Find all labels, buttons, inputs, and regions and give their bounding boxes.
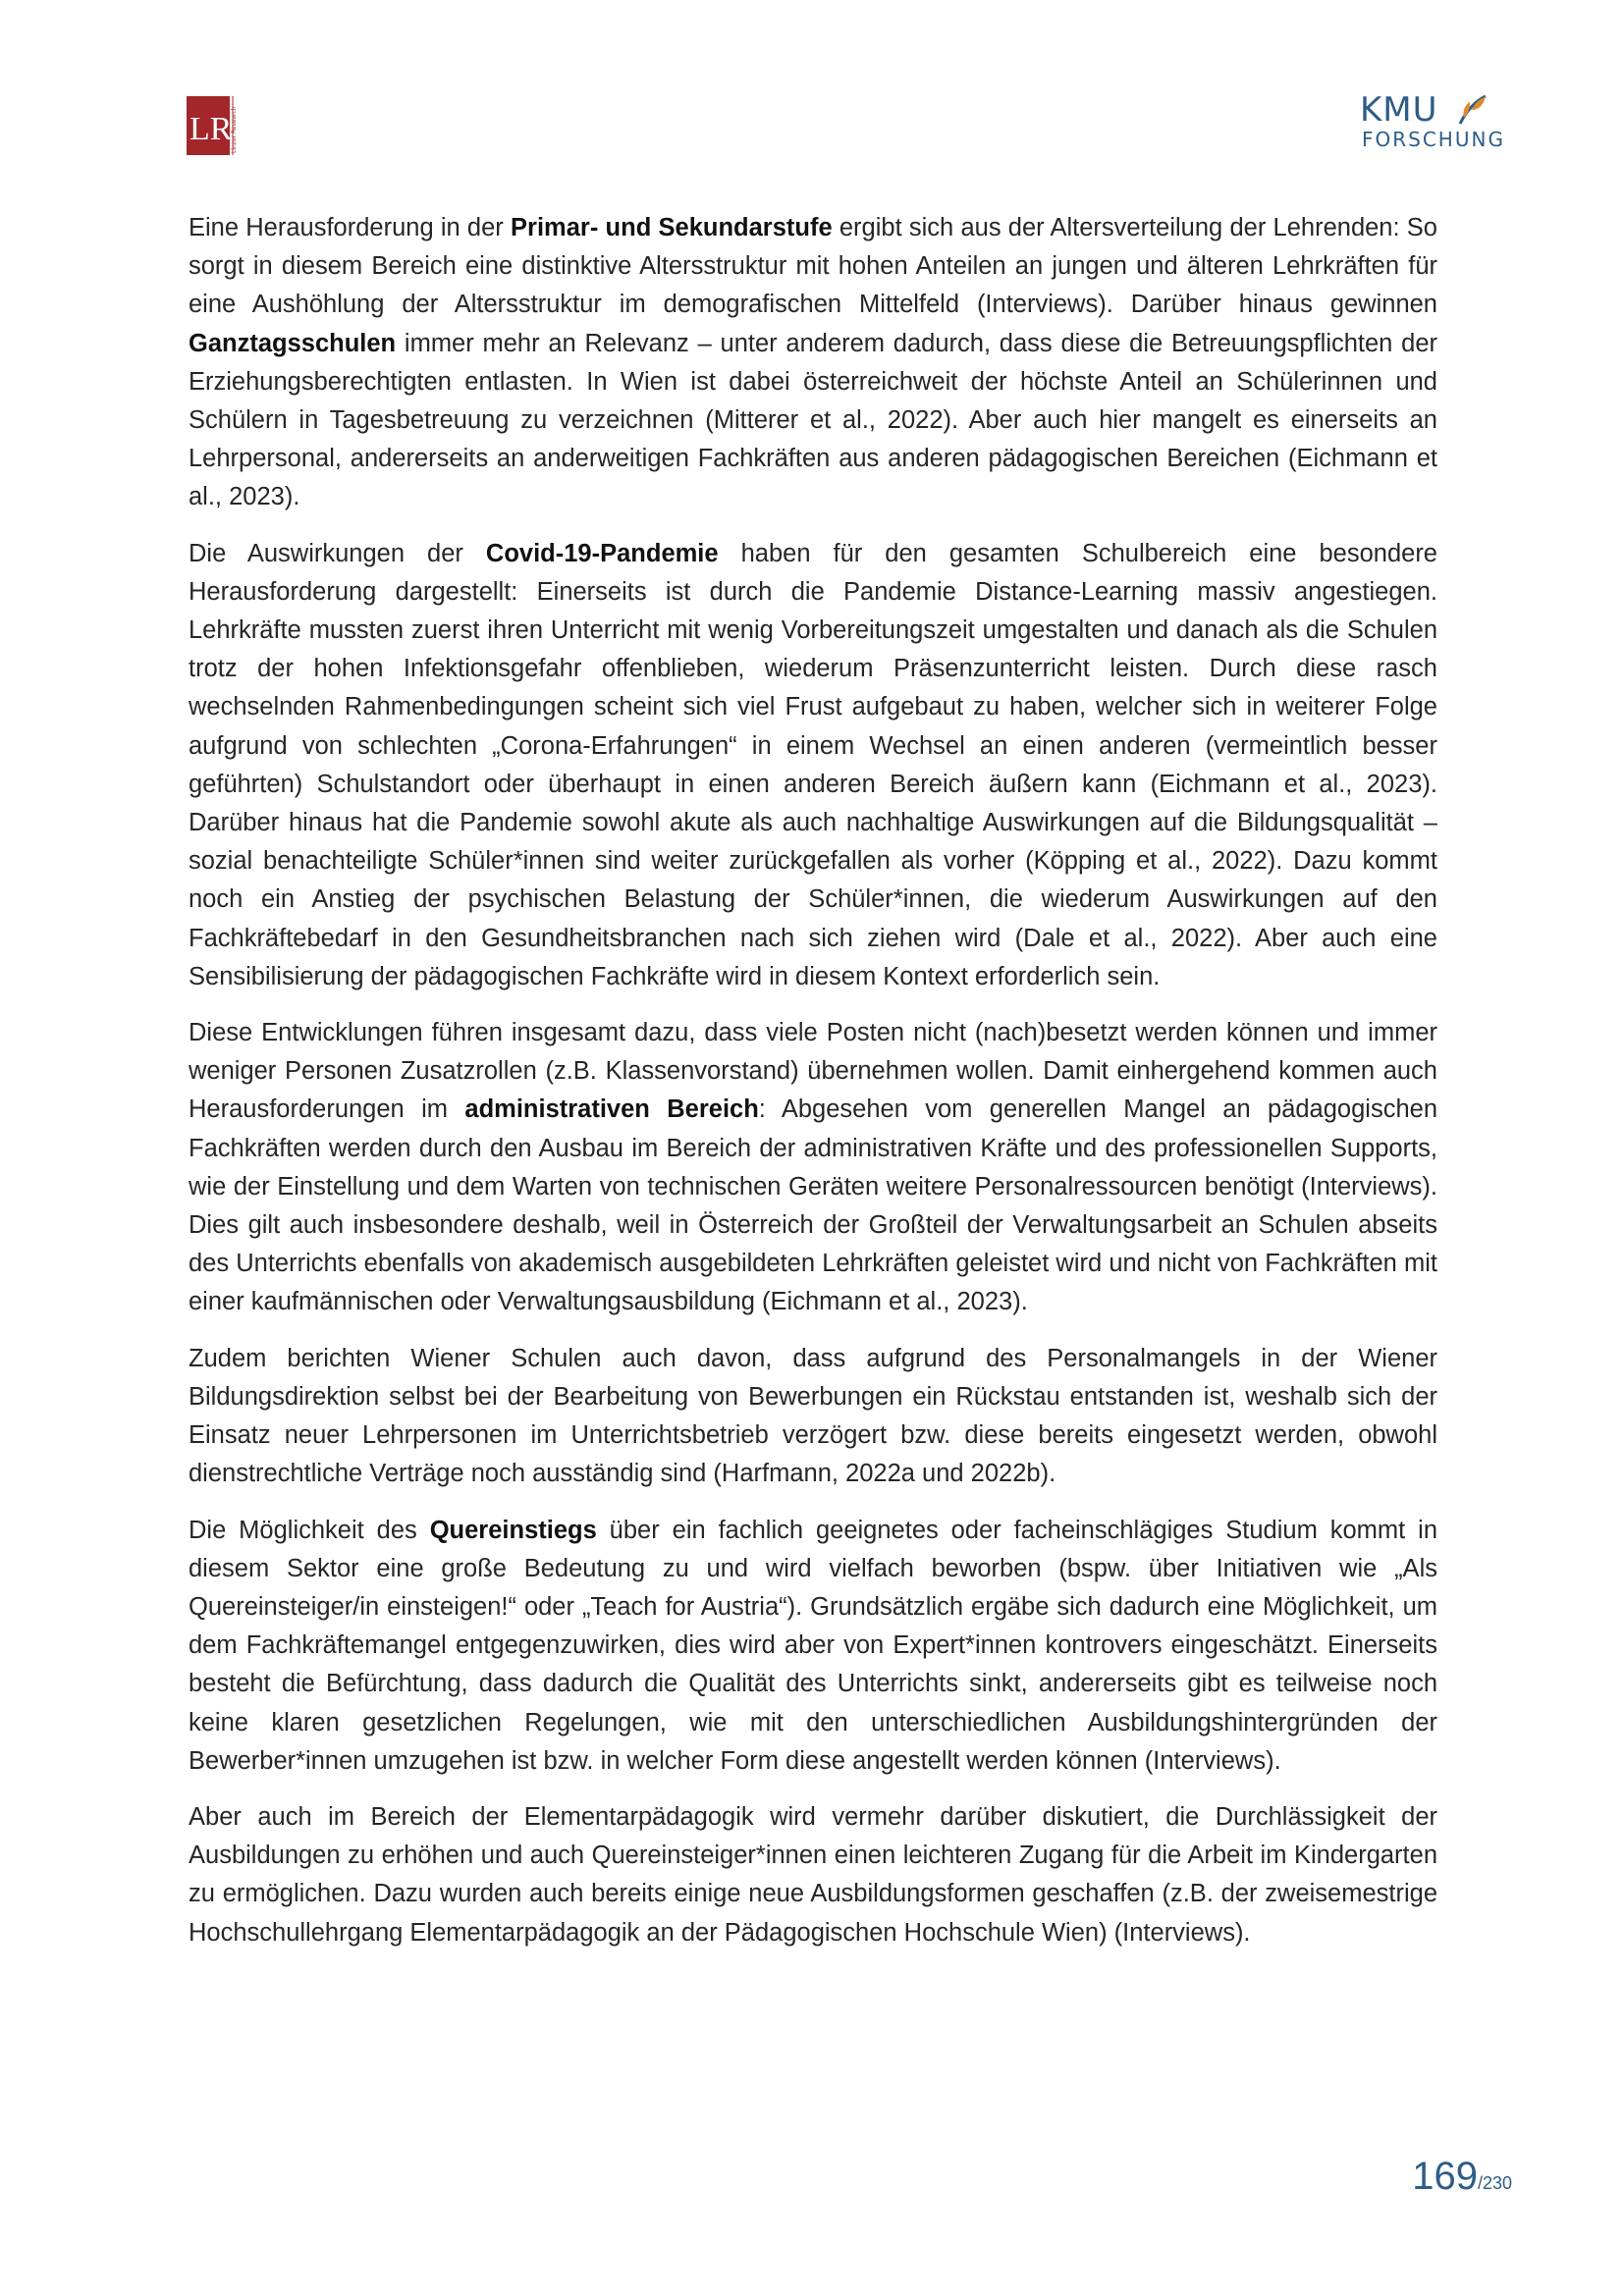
page-current: 169 — [1412, 2155, 1478, 2198]
bold-keyword: Primar- und Sekundarstufe — [511, 214, 833, 241]
paragraph — [189, 1340, 1437, 1494]
paragraph — [189, 1014, 1437, 1322]
bold-keyword: administrativen Bereich — [464, 1095, 759, 1124]
svg-text:Linzer Research: Linzer Research — [231, 106, 238, 153]
page-header — [0, 90, 1624, 169]
bold-keyword: Covid-19-Pandemie — [485, 539, 719, 567]
text-segment: Die Möglichkeit des — [189, 1516, 430, 1544]
paragraph — [189, 535, 1437, 996]
body-text — [189, 209, 1437, 1970]
text-segment: ergibt sich aus der Altersverteilung der Lehrenden: So sorgt in diesem Bereich eine distinktive Altersstruktur mit hohen Anteilen an jungen und älteren Lehrkräften für eine Aushöhlung der Altersstruktur im demografischen Mittelfeld (Interviews). Darüber hinaus gewinnen — [189, 214, 1437, 319]
text-segment: Die Auswirkungen der — [189, 539, 486, 567]
bold-keyword: Ganztagsschulen — [189, 329, 397, 357]
kmu-logo-subtext: FORSCHUNG — [1362, 128, 1505, 151]
paragraph — [189, 1512, 1437, 1781]
svg-text:LR: LR — [189, 111, 233, 147]
text-segment: Zudem berichten Wiener Schulen auch davon, dass aufgrund des Personalmangels in der Wiener Bildungsdirektion selbst bei der Bearbeitung von Bewerbungen ein Rückstau entstanden ist, weshalb sich der Einsatz neuer Lehrpersonen im Unterrichtsbetrieb verzögert bzw. diese bereits eingesetzt werden, obwohl dienstrechtliche Verträge noch ausständig sind (Harfmann, 2022a und 2022b). — [189, 1344, 1437, 1488]
bold-keyword: Quereinstiegs — [429, 1516, 597, 1544]
text-segment: Diese Entwicklungen führen insgesamt dazu, dass viele Posten nicht (nach)besetzt werden können und immer weniger Personen Zusatzrollen (z.B. Klassenvorstand) übernehmen wollen. Damit einhergehend kommen auch Herausforderungen im — [189, 1019, 1437, 1124]
text-segment: immer mehr an Relevanz – unter anderem dadurch, dass diese die Betreuungspflichten der Erziehungsberechtigten entlasten. In Wien ist dabei österreichweit der höchste Anteil an Schülerinnen und Schülern in Tagesbetreuung zu verzeichnen (Mitterer et al., 2022). Aber auch hier mangelt es einerseits an Lehrpersonal, andererseits an anderweitigen Fachkräften aus anderen pädagogischen Bereichen (Eichmann et al., 2023). — [189, 329, 1437, 511]
page-number — [1276, 2155, 1512, 2199]
text-segment: haben für den gesamten Schulbereich eine besondere Herausforderung dargestellt: Einerseits ist durch die Pandemie Distance-Learning massiv angestiegen. Lehrkräfte mussten zuerst ihren Unterricht mit wenig Vorbereitungszeit umgestalten und danach als die Schulen trotz der hohen Infektionsgefahr offenblieben, wiederum Präsenzunterricht leisten. Durch diese rasch wechselnden Rahmenbedingungen scheint sich viel Frust aufgebaut zu haben, welcher sich in weiterer Folge aufgrund von schlechten „Corona-Erfahrungen“ in einem Wechsel an einen anderen (vermeintlich besser geführten) Schulstandort oder überhaupt in einen anderen Bereich äußern kann (Eichmann et al., 2023). Darüber hinaus hat die Pandemie sowohl akute als auch nachhaltige Auswirkungen auf die Bildungsqualität – sozial benachteiligte Schüler*innen sind weiter zurückgefallen als vorher (Köpping et al., 2022). Dazu kommt noch ein Anstieg der psychischen Belastung der Schüler*innen, die wiederum Auswirkungen auf den Fachkräftebedarf in den Gesundheitsbranchen nach sich ziehen wird (Dale et al., 2022). Aber auch eine Sensibilisierung der pädagogischen Fachkräfte wird in diesem Kontext erforderlich sein. — [189, 539, 1437, 990]
text-segment: : Abgesehen vom generellen Mangel an pädagogischen Fachkräften werden durch den Ausbau im Bereich der administrativen Kräfte und des professionellen Supports, wie der Einstellung und dem Warten von technischen Geräten weitere Personalressourcen benötigt (Interviews). Dies gilt auch insbesondere deshalb, weil in Österreich der Großteil der Verwaltungsarbeit an Schulen abseits des Unterrichts ebenfalls von akademisch ausgebildeten Lehrkräften geleistet wird und nicht von Fachkräften mit einer kaufmännischen oder Verwaltungsausbildung (Eichmann et al., 2023). — [189, 1095, 1437, 1316]
text-segment: über ein fachlich geeignetes oder facheinschlägiges Studium kommt in diesem Sektor eine große Bedeutung zu und wird vielfach beworben (bspw. über Initiativen wie „Als Quereinsteiger/in einsteigen!“ oder „Teach for Austria“). Grundsätzlich ergäbe sich dadurch eine Möglichkeit, um dem Fachkräftemangel entgegenzuwirken, dies wird aber von Expert*innen kontrovers eingeschätzt. Einerseits besteht die Befürchtung, dass dadurch die Qualität des Unterrichts sinkt, andererseits gibt es teilweise noch keine klaren gesetzlichen Regelungen, wie mit den unterschiedlichen Ausbildungshintergründen der Bewerber*innen umzugehen ist bzw. in welcher Form diese angestellt werden können (Interviews). — [189, 1516, 1437, 1775]
text-segment: Aber auch im Bereich der Elementarpädagogik wird vermehr darüber diskutiert, die Durchlässigkeit der Ausbildungen zu erhöhen und auch Quereinsteiger*innen einen leichteren Zugang für die Arbeit im Kindergarten zu ermöglichen. Dazu wurden auch bereits einige neue Ausbildungsformen geschaffen (z.B. der zweisemestrige Hochschullehrgang Elementarpädagogik an der Pädagogischen Hochschule Wien) (Interviews). — [189, 1802, 1437, 1947]
kmu-forschung-logo — [1360, 90, 1505, 159]
leaf-icon — [1454, 92, 1489, 128]
paragraph — [189, 1798, 1437, 1952]
paragraph — [189, 209, 1437, 517]
page-total: /230 — [1477, 2173, 1512, 2193]
lr-logo — [187, 96, 242, 155]
text-segment: Eine Herausforderung in der — [189, 214, 512, 241]
kmu-logo-text: KMU — [1360, 90, 1438, 130]
